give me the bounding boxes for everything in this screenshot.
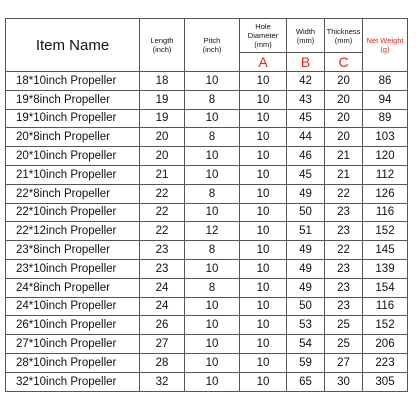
cell-pitch: 8 [185, 184, 240, 203]
cell-hole-diameter: 10 [240, 316, 287, 335]
cell-pitch: 8 [185, 241, 240, 260]
cell-pitch: 8 [185, 128, 240, 147]
spec-table-body [6, 72, 408, 392]
cell-pitch: 10 [185, 165, 240, 184]
cell-length: 26 [140, 316, 185, 335]
cell-item-name: 23*8inch Propeller [6, 241, 140, 260]
table-row [6, 184, 408, 203]
cell-item-name: 22*12inch Propeller [6, 222, 140, 241]
cell-width: 45 [287, 109, 325, 128]
cell-hole-diameter: 10 [240, 184, 287, 203]
table-row [6, 316, 408, 335]
cell-item-name: 28*10inch Propeller [6, 353, 140, 372]
cell-thickness: 23 [325, 278, 363, 297]
cell-pitch: 12 [185, 222, 240, 241]
cell-pitch: 10 [185, 259, 240, 278]
cell-hole-diameter: 10 [240, 335, 287, 354]
cell-width: 45 [287, 165, 325, 184]
cell-thickness: 20 [325, 109, 363, 128]
cell-length: 27 [140, 335, 185, 354]
table-row [6, 147, 408, 166]
cell-pitch: 8 [185, 278, 240, 297]
header-net-weight [363, 19, 408, 72]
cell-length: 32 [140, 372, 185, 391]
cell-length: 24 [140, 297, 185, 316]
header-length-label: Length [150, 36, 174, 45]
table-row [6, 90, 408, 109]
cell-hole-diameter: 10 [240, 353, 287, 372]
cell-net-weight: 112 [363, 165, 408, 184]
table-row [6, 297, 408, 316]
cell-item-name: 21*10inch Propeller [6, 165, 140, 184]
cell-thickness: 23 [325, 259, 363, 278]
cell-thickness: 22 [325, 184, 363, 203]
header-width-unit: (mm) [296, 35, 315, 45]
cell-pitch: 8 [185, 90, 240, 109]
cell-item-name: 20*8inch Propeller [6, 128, 140, 147]
cell-length: 18 [140, 72, 185, 91]
header-pitch-label: Pitch [203, 36, 221, 45]
cell-item-name: 24*8inch Propeller [6, 278, 140, 297]
header-letter-b: B [287, 53, 325, 72]
header-net-weight-unit: (g) [380, 45, 390, 54]
cell-length: 21 [140, 165, 185, 184]
cell-net-weight: 152 [363, 316, 408, 335]
header-net-weight-label: Net Weight [366, 36, 404, 45]
header-hole-diameter-unit: (mm) [254, 40, 272, 49]
cell-hole-diameter: 10 [240, 372, 287, 391]
cell-net-weight: 223 [363, 353, 408, 372]
header-width [287, 19, 325, 53]
cell-thickness: 23 [325, 222, 363, 241]
cell-net-weight: 86 [363, 72, 408, 91]
header-hole-diameter-label: Hole Diameter [247, 22, 279, 40]
cell-length: 20 [140, 128, 185, 147]
cell-hole-diameter: 10 [240, 147, 287, 166]
header-length [140, 19, 185, 72]
header-thickness-unit: (mm) [334, 35, 353, 45]
cell-width: 43 [287, 90, 325, 109]
table-row [6, 128, 408, 147]
cell-pitch: 10 [185, 372, 240, 391]
cell-length: 28 [140, 353, 185, 372]
cell-length: 20 [140, 147, 185, 166]
cell-item-name: 19*8inch Propeller [6, 90, 140, 109]
cell-pitch: 10 [185, 353, 240, 372]
cell-hole-diameter: 10 [240, 278, 287, 297]
cell-item-name: 26*10inch Propeller [6, 316, 140, 335]
cell-pitch: 10 [185, 109, 240, 128]
cell-net-weight: 120 [363, 147, 408, 166]
header-thickness-label: Thickness [326, 26, 361, 36]
cell-hole-diameter: 10 [240, 241, 287, 260]
header-letter-c: C [325, 53, 363, 72]
cell-thickness: 21 [325, 147, 363, 166]
cell-width: 54 [287, 335, 325, 354]
cell-thickness: 20 [325, 128, 363, 147]
cell-hole-diameter: 10 [240, 72, 287, 91]
cell-net-weight: 154 [363, 278, 408, 297]
cell-width: 42 [287, 72, 325, 91]
cell-net-weight: 145 [363, 241, 408, 260]
cell-hole-diameter: 10 [240, 297, 287, 316]
cell-width: 51 [287, 222, 325, 241]
cell-length: 19 [140, 109, 185, 128]
cell-pitch: 10 [185, 335, 240, 354]
cell-net-weight: 89 [363, 109, 408, 128]
cell-item-name: 19*10inch Propeller [6, 109, 140, 128]
table-row [6, 353, 408, 372]
cell-net-weight: 94 [363, 90, 408, 109]
cell-net-weight: 206 [363, 335, 408, 354]
table-row [6, 203, 408, 222]
cell-length: 19 [140, 90, 185, 109]
cell-width: 49 [287, 241, 325, 260]
cell-item-name: 24*10inch Propeller [6, 297, 140, 316]
cell-thickness: 25 [325, 316, 363, 335]
cell-net-weight: 116 [363, 203, 408, 222]
cell-item-name: 23*10inch Propeller [6, 259, 140, 278]
cell-width: 44 [287, 128, 325, 147]
cell-pitch: 10 [185, 72, 240, 91]
cell-length: 22 [140, 203, 185, 222]
cell-width: 50 [287, 297, 325, 316]
header-letter-a: A [240, 53, 287, 72]
table-row [6, 278, 408, 297]
cell-width: 49 [287, 278, 325, 297]
cell-hole-diameter: 10 [240, 259, 287, 278]
cell-item-name: 22*8inch Propeller [6, 184, 140, 203]
cell-length: 24 [140, 278, 185, 297]
table-row [6, 109, 408, 128]
table-row [6, 372, 408, 391]
cell-width: 49 [287, 259, 325, 278]
cell-thickness: 22 [325, 241, 363, 260]
cell-hole-diameter: 10 [240, 128, 287, 147]
cell-length: 23 [140, 259, 185, 278]
cell-hole-diameter: 10 [240, 109, 287, 128]
header-thickness [325, 19, 363, 53]
cell-net-weight: 139 [363, 259, 408, 278]
header-pitch-unit: (inch) [202, 45, 222, 54]
cell-pitch: 10 [185, 297, 240, 316]
header-hole-diameter [240, 19, 287, 53]
cell-thickness: 23 [325, 297, 363, 316]
cell-net-weight: 152 [363, 222, 408, 241]
cell-width: 50 [287, 203, 325, 222]
header-length-unit: (inch) [152, 45, 172, 54]
cell-item-name: 27*10inch Propeller [6, 335, 140, 354]
cell-net-weight: 126 [363, 184, 408, 203]
cell-hole-diameter: 10 [240, 203, 287, 222]
cell-item-name: 20*10inch Propeller [6, 147, 140, 166]
cell-thickness: 20 [325, 90, 363, 109]
cell-length: 22 [140, 222, 185, 241]
header-width-label: Width [295, 26, 316, 36]
cell-length: 22 [140, 184, 185, 203]
cell-thickness: 30 [325, 372, 363, 391]
cell-width: 59 [287, 353, 325, 372]
cell-thickness: 23 [325, 203, 363, 222]
cell-item-name: 18*10inch Propeller [6, 72, 140, 91]
cell-width: 65 [287, 372, 325, 391]
cell-pitch: 10 [185, 147, 240, 166]
table-row [6, 335, 408, 354]
table-row [6, 72, 408, 91]
header-item-name: Item Name [6, 19, 140, 72]
cell-length: 23 [140, 241, 185, 260]
cell-hole-diameter: 10 [240, 90, 287, 109]
cell-hole-diameter: 10 [240, 222, 287, 241]
table-row [6, 259, 408, 278]
cell-item-name: 22*10inch Propeller [6, 203, 140, 222]
cell-net-weight: 116 [363, 297, 408, 316]
table-row [6, 222, 408, 241]
table-row [6, 241, 408, 260]
cell-pitch: 10 [185, 203, 240, 222]
cell-thickness: 27 [325, 353, 363, 372]
header-pitch [185, 19, 240, 72]
cell-width: 46 [287, 147, 325, 166]
table-row [6, 165, 408, 184]
cell-net-weight: 103 [363, 128, 408, 147]
cell-width: 49 [287, 184, 325, 203]
cell-width: 53 [287, 316, 325, 335]
propeller-spec-table [5, 18, 408, 392]
cell-item-name: 32*10inch Propeller [6, 372, 140, 391]
cell-thickness: 20 [325, 72, 363, 91]
cell-thickness: 25 [325, 335, 363, 354]
cell-hole-diameter: 10 [240, 165, 287, 184]
cell-pitch: 10 [185, 316, 240, 335]
cell-net-weight: 305 [363, 372, 408, 391]
cell-thickness: 21 [325, 165, 363, 184]
